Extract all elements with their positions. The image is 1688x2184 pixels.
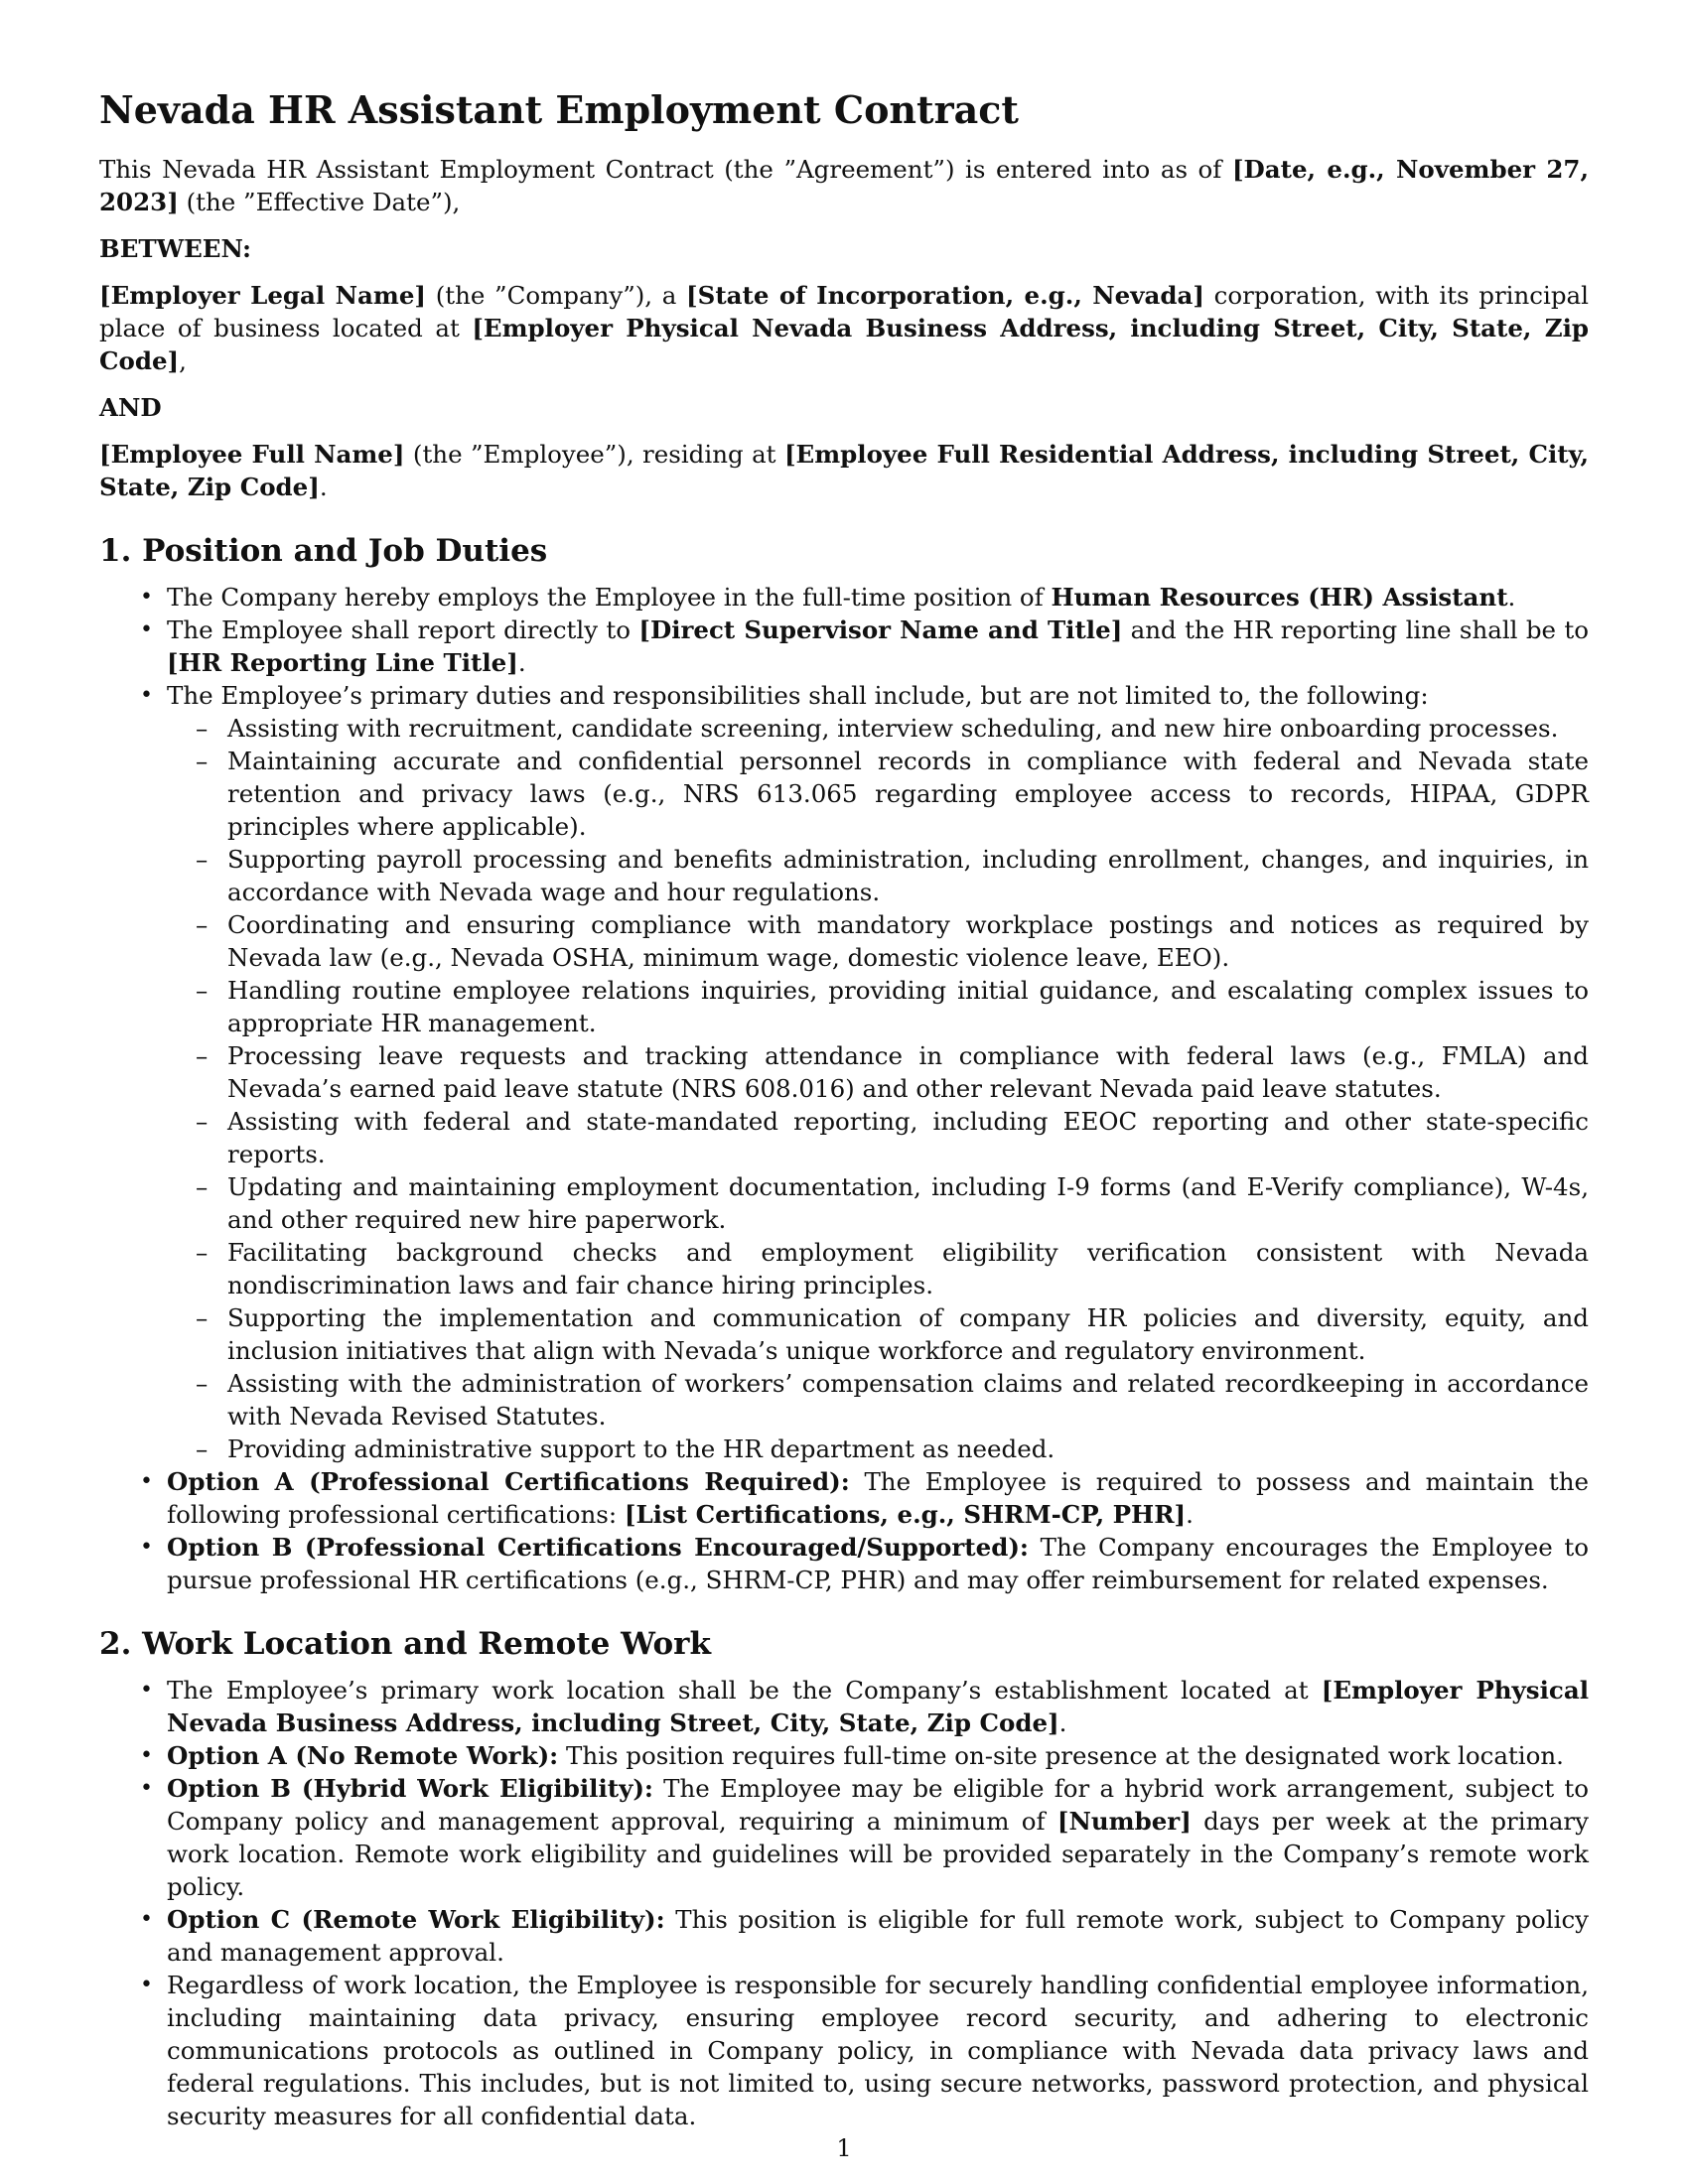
duty-item: – Handling routine employee relations inquiries, providing initial guidance, and escalating complex issues to appropriate HR management. [227,974,1589,1039]
employee-address-placeholder: [Employee Full Residential Address, including Street, City, State, Zip Code] [99,440,1589,501]
item-text: The Employee’s primary duties and responsibilities shall include, but are not limited to, the following: [167,681,1429,710]
section-1-heading: 1. Position and Job Duties [99,533,548,569]
duty-item: – Providing administrative support to the HR department as needed. [227,1433,1589,1465]
work-address-placeholder: [Employer Physical Nevada Business Address, including Street, City, State, Zip Code] [167,1676,1589,1737]
employee-paragraph [99,438,1589,503]
item-text: This position requires full-time on-site presence at the designated work location. [558,1741,1564,1770]
between-label: BETWEEN: [99,234,252,263]
supervisor-placeholder: [Direct Supervisor Name and Title] [638,615,1123,644]
position-title: Human Resources (HR) Assistant [1051,583,1508,612]
certifications-placeholder: [List Certifications, e.g., SHRM-CP, PHR] [624,1500,1187,1529]
employer-paragraph [99,279,1589,377]
intro-paragraph [99,153,1589,218]
section-2-heading: 2. Work Location and Remote Work [99,1626,711,1662]
item-text: The Employee may be eligible for a hybrid work arrangement, subject to Company policy and management approval, requiring a minimum of [167,1774,1589,1836]
duty-item: – Supporting the implementation and communication of company HR policies and diversity, equity, and inclusion initiatives that align with Nevada’s unique workforce and regulatory environment. [227,1301,1589,1367]
item-text: . [1058,1708,1067,1737]
duty-item: – Maintaining accurate and confidential personnel records in compliance with federal and Nevada state retention and privacy laws (e.g., NRS 613.065 regarding employee access to records, HIPAA, GDPR principles where applicable). [227,745,1589,843]
employer-address-placeholder: [Employer Physical Nevada Business Address, including Street, City, State, Zip Code] [99,314,1590,375]
page-number: 1 [836,2134,852,2162]
item-text: The Employee is required to possess and maintain the following professional certifications: [167,1467,1589,1529]
item-text: The Company encourages the Employee to pursue professional HR certifications (e.g., SHRM-CP, PHR) and may offer reimbursement for related expenses. [167,1533,1589,1594]
item-text: The Company hereby employs the Employee in the full-time position of [167,583,1052,612]
employee-text-2: . [319,473,328,501]
duty-item: – Facilitating background checks and employment eligibility verification consistent with Nevada nondiscrimination laws and fair chance hiring principles. [227,1236,1589,1301]
employee-name-placeholder: [Employee Full Name] [99,440,405,469]
list-item [167,581,1589,614]
section-1-list [99,581,1589,1596]
duty-item: – Assisting with federal and state-mandated reporting, including EEOC reporting and other state-specific reports. [227,1105,1589,1170]
item-text: . [517,648,526,677]
item-text: and the HR reporting line shall be to [1122,615,1589,644]
list-item [167,1674,1589,1739]
intro-text-2: (the ”Effective Date”), [178,188,461,216]
employee-text: (the ”Employee”), residing at [404,440,784,469]
option-label: Option B (Professional Certifications Encouraged/Supported): [167,1533,1029,1562]
number-placeholder: [Number] [1056,1807,1192,1836]
item-text: The Employee’s primary work location shall be the Company’s establishment located at [167,1676,1322,1705]
duty-item: – Processing leave requests and tracking attendance in compliance with federal laws (e.g., FMLA) and Nevada’s earned paid leave statute (NRS 608.016) and other relevant Nevada paid leave statutes. [227,1039,1589,1105]
list-item [167,614,1589,679]
option-label: Option B (Hybrid Work Eligibility): [167,1774,653,1803]
duty-item: – Coordinating and ensuring compliance with mandatory workplace postings and notices as required by Nevada law (e.g., Nevada OSHA, minimum wage, domestic violence leave, EEO). [227,908,1589,974]
duties-list [167,712,1589,1465]
date-placeholder: [Date, e.g., November 27, 2023] [99,155,1589,216]
duty-item: – Supporting payroll processing and benefits administration, including enrollment, changes, and inquiries, in accordance with Nevada wage and hour regulations. [227,843,1589,908]
employer-name-placeholder: [Employer Legal Name] [99,281,427,310]
item-text: This position is eligible for full remote work, subject to Company policy and management approval. [167,1905,1590,1967]
option-label: Option A (Professional Certifications Required): [167,1467,850,1496]
duty-item: – Assisting with recruitment, candidate screening, interview scheduling, and new hire onboarding processes. [227,712,1589,745]
list-item [167,1772,1589,1903]
item-text: days per week at the primary work location. Remote work eligibility and guidelines will be provided separately in the Company’s remote work policy. [167,1807,1589,1901]
document-page [99,87,1589,2132]
document-title: Nevada HR Assistant Employment Contract [99,87,1019,132]
list-item [167,1903,1589,1969]
list-item [167,1465,1589,1531]
reporting-line-placeholder: [HR Reporting Line Title] [167,648,518,677]
employer-text: (the ”Company”), a [426,281,687,310]
employer-text-2: corporation, with its principal place of business located at [99,281,1589,342]
option-label: Option A (No Remote Work): [167,1741,559,1770]
section-2-list [99,1674,1589,2132]
list-item [167,679,1589,1465]
option-label: Option C (Remote Work Eligibility): [167,1905,665,1934]
state-placeholder: [State of Incorporation, e.g., Nevada] [686,281,1204,310]
item-text: . [1507,583,1516,612]
duty-item: – Updating and maintaining employment documentation, including I-9 forms (and E-Verify compliance), W-4s, and other required new hire paperwork. [227,1170,1589,1236]
list-item [167,1739,1589,1772]
list-item [167,1531,1589,1596]
item-text: . [1186,1500,1194,1529]
item-text: The Employee shall report directly to [167,615,639,644]
and-label: AND [99,393,162,422]
duty-item: – Assisting with the administration of workers’ compensation claims and related recordkeeping in accordance with Nevada Revised Statutes. [227,1367,1589,1433]
employer-text-3: , [179,346,187,375]
intro-text: This Nevada HR Assistant Employment Contract (the ”Agreement”) is entered into as of [99,155,1232,184]
list-item: • Regardless of work location, the Employee is responsible for securely handling confidential employee information, including maintaining data privacy, ensuring employee record security, and adhering to electronic communications protocols as outlined in Company policy, in compliance with Nevada data privacy laws and federal regulations. This includes, but is not limited to, using secure networks, password protection, and physical security measures for all confidential data. [167,1969,1589,2132]
